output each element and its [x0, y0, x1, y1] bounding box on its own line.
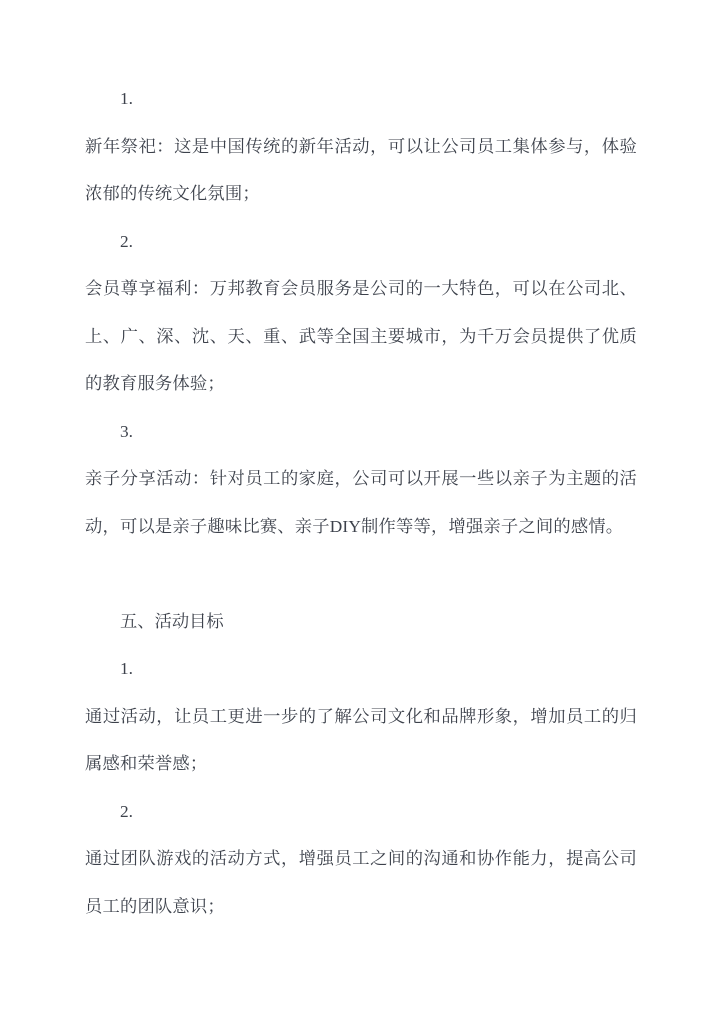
goals-item-2-text: 通过团队游戏的活动方式，增强员工之间的沟通和协作能力，提高公司员工的团队意识；: [85, 849, 637, 916]
activities-item-3-text: 亲子分享活动：针对员工的家庭，公司可以开展一些以亲子为主题的活动，可以是亲子趣味比赛、亲子DIY制作等等，增强亲子之间的感情。: [85, 469, 637, 536]
section-heading: 五、活动目标: [120, 611, 224, 631]
activities-item-1-number: 1.: [120, 89, 133, 108]
blank-line: [85, 550, 637, 598]
activities-item-2-number: 2.: [120, 231, 133, 251]
activities-item-2-text: 会员尊享福利：万邦教育会员服务是公司的一大特色，可以在公司北、上、广、深、沈、天、重、武等全国主要城市，为千万会员提供了优质的教育服务体验；: [85, 279, 637, 393]
goals-item-2-number: 2.: [120, 801, 133, 821]
activities-item-1-text: 新年祭祀：这是中国传统的新年活动，可以让公司员工集体参与，体验浓郁的传统文化氛围；: [85, 136, 637, 203]
activities-item-3-number: 3.: [120, 421, 133, 441]
goals-item-1-number: 1.: [120, 659, 133, 678]
goals-item-1-text: 通过活动，让员工更进一步的了解公司文化和品牌形象，增加员工的归属感和荣誉感；: [85, 706, 637, 773]
document-body: [85, 75, 637, 930]
